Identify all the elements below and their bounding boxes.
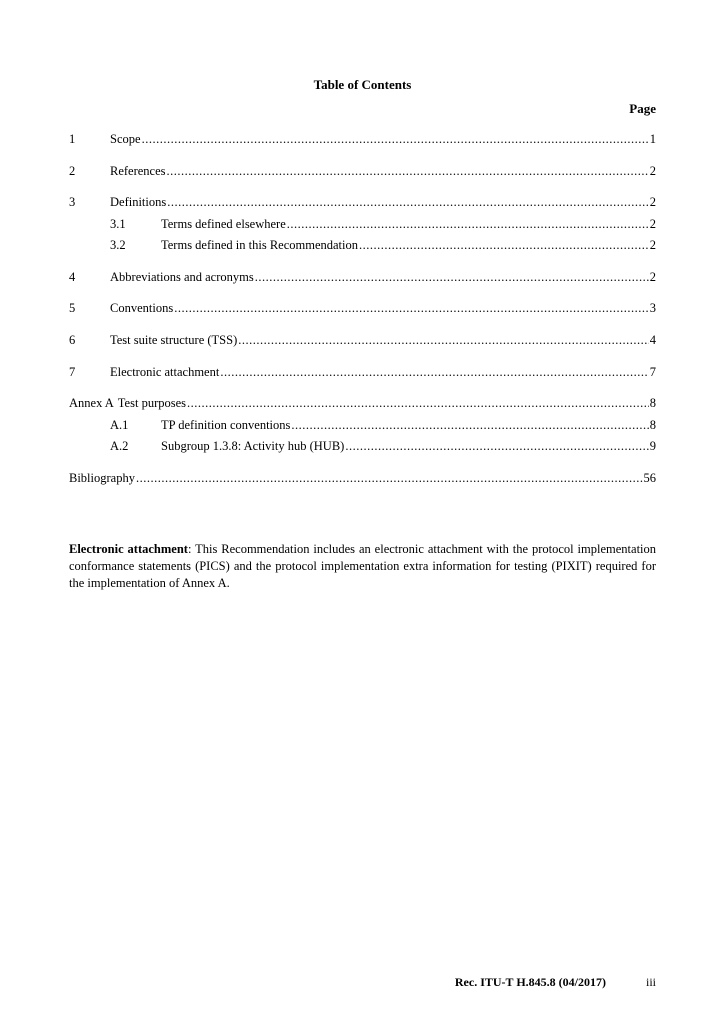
toc-entry-number: 5 <box>69 301 76 315</box>
note-label: Electronic attachment <box>69 542 188 556</box>
toc-entry-scope[interactable] <box>69 131 656 147</box>
toc-entry-title: Terms defined elsewhere <box>161 217 286 231</box>
electronic-attachment-note <box>69 541 656 592</box>
toc-entry-title: Electronic attachment <box>110 365 220 379</box>
toc-entry-page: 2 <box>649 238 656 252</box>
toc-entry-number: A.2 <box>110 439 129 453</box>
toc-dot-leader <box>359 237 649 253</box>
toc-entry-number: Annex A <box>69 396 114 410</box>
toc-entry-number: A.1 <box>110 418 129 432</box>
page-footer <box>455 975 656 990</box>
toc-entry-page: 2 <box>649 164 656 178</box>
toc-entry-tp-definition-conventions[interactable] <box>110 417 656 433</box>
toc-entry-page: 4 <box>649 333 656 347</box>
toc-entry-number: 7 <box>69 365 76 379</box>
toc-entry-electronic-attachment[interactable] <box>69 364 656 380</box>
toc-entry-test-suite-structure[interactable] <box>69 332 656 348</box>
toc-dot-leader <box>167 163 649 179</box>
toc-dot-leader <box>174 300 649 316</box>
toc-entry-title: Scope <box>110 132 141 146</box>
toc-entry-page: 8 <box>649 396 656 410</box>
toc-dot-leader <box>167 194 649 210</box>
toc-entry-title: Bibliography <box>69 471 135 485</box>
toc-entry-page: 2 <box>649 270 656 284</box>
toc-entry-subgroup-activity-hub[interactable] <box>110 438 656 454</box>
toc-dot-leader <box>255 269 649 285</box>
footer-reference: Rec. ITU-T H.845.8 (04/2017) <box>454 975 606 989</box>
toc-title: Table of Contents <box>313 77 412 92</box>
page-column-header: Page <box>629 101 656 116</box>
toc-entry-number: 3.2 <box>110 238 126 252</box>
toc-dot-leader <box>238 332 649 348</box>
toc-entry-page: 3 <box>649 301 656 315</box>
toc-entry-title: Subgroup 1.3.8: Activity hub (HUB) <box>161 439 345 453</box>
toc-entry-page: 1 <box>649 132 656 146</box>
toc-entry-number: 6 <box>69 333 76 347</box>
toc-dot-leader <box>142 131 649 147</box>
toc-entry-page: 8 <box>649 418 656 432</box>
toc-entry-title: Definitions <box>110 195 167 209</box>
toc-dot-leader <box>136 470 643 486</box>
toc-entry-title: Conventions <box>110 301 174 315</box>
toc-entry-page: 2 <box>649 195 656 209</box>
toc-entry-page: 2 <box>649 217 656 231</box>
toc-dot-leader <box>187 395 649 411</box>
toc-entry-title: Test purposes <box>117 396 187 410</box>
toc-entry-number: 3.1 <box>110 217 126 231</box>
toc-entry-number: 4 <box>69 270 76 284</box>
toc-entry-references[interactable] <box>69 163 656 179</box>
toc-dot-leader <box>287 216 649 232</box>
toc-dot-leader <box>291 417 648 433</box>
toc-entry-title: TP definition conventions <box>161 418 291 432</box>
toc-entry-title: Terms defined in this Recommendation <box>161 238 358 252</box>
toc-entry-terms-defined-elsewhere[interactable] <box>110 216 656 232</box>
toc-dot-leader <box>345 438 648 454</box>
toc-entry-number: 3 <box>69 195 76 209</box>
toc-entry-page: 56 <box>643 471 656 485</box>
toc-entry-annex-a[interactable] <box>69 395 656 411</box>
toc-entry-conventions[interactable] <box>69 300 656 316</box>
toc-entry-bibliography[interactable] <box>69 470 656 486</box>
note-text: : This Recommendation includes an electronic attachment with the protocol implementation conformance statements (PICS) and the protocol implementation extra information for testing (PIXIT) required for the implementation of Annex A. <box>69 542 657 590</box>
toc-entry-number: 1 <box>69 132 76 146</box>
toc-entry-page: 7 <box>649 365 656 379</box>
toc-entry-terms-defined-here[interactable] <box>110 237 656 253</box>
toc-entry-page: 9 <box>649 439 656 453</box>
toc-dot-leader <box>220 364 648 380</box>
footer-page-number: iii <box>645 975 656 989</box>
toc-entry-title: References <box>110 164 166 178</box>
toc-entry-number: 2 <box>69 164 76 178</box>
toc-entry-definitions[interactable] <box>69 194 656 210</box>
toc-entry-title: Test suite structure (TSS) <box>110 333 238 347</box>
toc-entry-title: Abbreviations and acronyms <box>110 270 254 284</box>
toc-entry-abbreviations[interactable] <box>69 269 656 285</box>
